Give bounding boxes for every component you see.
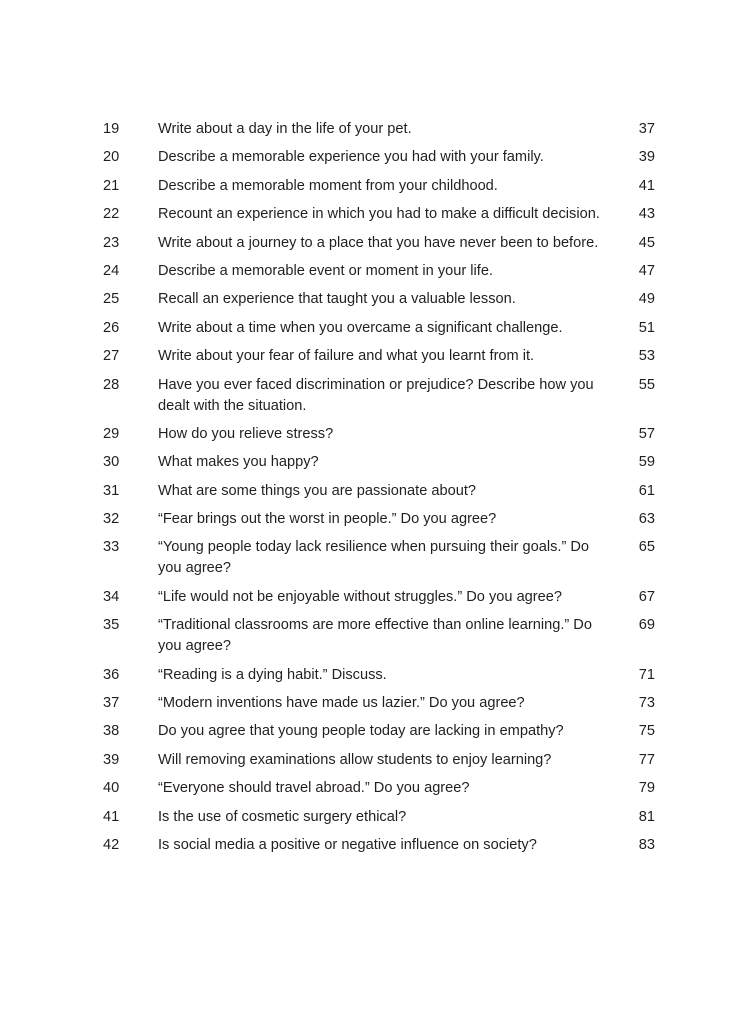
toc-entry [103,481,655,502]
toc-entry-page-number: 53 [638,348,655,365]
toc-entry [103,261,655,282]
toc-entry-page-number: 51 [638,319,655,336]
toc-entry-number: 25 [103,291,120,308]
toc-entry [103,750,655,771]
toc-entry-title: Write about a day in the life of your pet. [158,121,412,137]
toc-entry-number: 23 [103,234,120,251]
toc-entry [103,807,655,828]
toc-entry [103,375,655,417]
toc-entry-number: 27 [103,348,120,365]
toc-entry-title: Have you ever faced discrimination or prejudice? Describe how you dealt with the situation. [158,376,594,414]
toc-entry [103,587,655,608]
toc-entry-title: Is the use of cosmetic surgery ethical? [158,808,407,825]
toc-entry-page-number: 73 [638,695,655,712]
toc-entry-page-number: 39 [638,149,655,166]
toc-entry [103,289,655,310]
toc-entry-number: 29 [103,425,120,442]
toc-entry-title: Write about a time when you overcame a significant challenge. [158,319,563,336]
toc-entry-number: 24 [103,262,120,279]
toc-entry-page-number: 63 [638,511,655,528]
toc-entry-title: What are some things you are passionate about? [158,482,477,499]
toc-entry-number: 31 [103,482,120,499]
toc-entry-page-number: 69 [638,617,655,634]
toc-entry-page-number: 41 [638,177,655,194]
toc-entry-number: 33 [103,539,120,556]
toc-entry [103,778,655,799]
toc-entry-page-number: 59 [638,454,655,471]
toc-entry-title: Is social media a positive or negative influence on society? [158,836,537,853]
toc-entry-number: 38 [103,723,120,740]
toc-entry-page-number: 65 [638,539,655,556]
toc-entry-title: “Traditional classrooms are more effective than online learning.” Do you agree? [158,617,592,655]
toc-entry-number: 40 [103,780,120,797]
toc-entry [103,204,655,225]
toc-entry-title: What makes you happy? [158,454,319,471]
toc-entry-title: “Everyone should travel abroad.” Do you agree? [158,780,470,797]
toc-entry [103,424,655,445]
toc-entry-number: 32 [103,511,120,528]
toc-entry-page-number: 67 [638,588,655,605]
toc-entry [103,147,655,168]
toc-entry [103,615,655,657]
toc-entry-title: “Fear brings out the worst in people.” Do you agree? [158,511,497,528]
toc-entry-title: “Reading is a dying habit.” Discuss. [158,666,387,683]
toc-entry [103,233,655,254]
toc-entry-page-number: 57 [638,425,655,442]
toc-entry-page-number: 83 [638,836,655,853]
toc-entry-number: 20 [103,149,120,166]
toc-entry [103,318,655,339]
toc-entry-page-number: 45 [638,234,655,251]
toc-entry [103,176,655,197]
toc-entry-page-number: 61 [638,482,655,499]
toc-entry [103,452,655,473]
toc-entry-page-number: 49 [638,291,655,308]
toc-entry-title: “Modern inventions have made us lazier.” Do you agree? [158,695,525,712]
toc-entry-number: 41 [103,808,120,825]
toc-entry-title: “Young people today lack resilience when pursuing their goals.” Do you agree? [158,539,590,577]
toc-entry-page-number: 77 [638,751,655,768]
toc-entry-number: 30 [103,454,120,471]
toc-entry-number: 34 [103,588,120,605]
toc-entry [103,119,655,140]
toc-entry-page-number: 43 [638,206,655,223]
toc-entry-number: 37 [103,695,120,712]
toc-entry-page-number: 37 [638,121,655,137]
toc-entry-page-number: 81 [638,808,655,825]
toc-entry-title: How do you relieve stress? [158,425,334,442]
toc-entry-page-number: 55 [638,376,655,393]
toc-entry-number: 39 [103,751,120,768]
toc-entry-title: Write about a journey to a place that you have never been to before. [158,234,599,251]
toc-entry-number: 22 [103,206,120,223]
toc-entry-number: 21 [103,177,120,194]
toc-entry-page-number: 71 [638,666,655,683]
toc-entry [103,346,655,367]
toc-entry [103,509,655,530]
toc-entry-number: 35 [103,617,120,634]
toc-entry-title: Describe a memorable moment from your childhood. [158,177,498,194]
toc-entry-title: Describe a memorable event or moment in your life. [158,262,493,279]
toc-entry-title: Do you agree that young people today are lacking in empathy? [158,723,564,740]
table-of-contents [103,119,655,863]
toc-entry-page-number: 79 [638,780,655,797]
toc-entry-number: 26 [103,319,120,336]
toc-entry [103,835,655,856]
toc-entry-title: Recount an experience in which you had to make a difficult decision. [158,206,600,223]
toc-entry [103,537,655,579]
toc-entry-number: 36 [103,666,120,683]
toc-entry [103,693,655,714]
toc-entry [103,721,655,742]
toc-entry-number: 28 [103,376,120,393]
toc-entry-page-number: 75 [638,723,655,740]
toc-entry [103,665,655,686]
toc-entry-number: 19 [103,121,120,137]
toc-entry-title: Describe a memorable experience you had with your family. [158,149,544,166]
toc-entry-number: 42 [103,836,120,853]
toc-entry-title: “Life would not be enjoyable without struggles.” Do you agree? [158,588,563,605]
toc-entry-page-number: 47 [638,262,655,279]
toc-entry-title: Will removing examinations allow students to enjoy learning? [158,751,552,768]
toc-entry-title: Write about your fear of failure and what you learnt from it. [158,348,535,365]
toc-entry-title: Recall an experience that taught you a valuable lesson. [158,291,516,308]
